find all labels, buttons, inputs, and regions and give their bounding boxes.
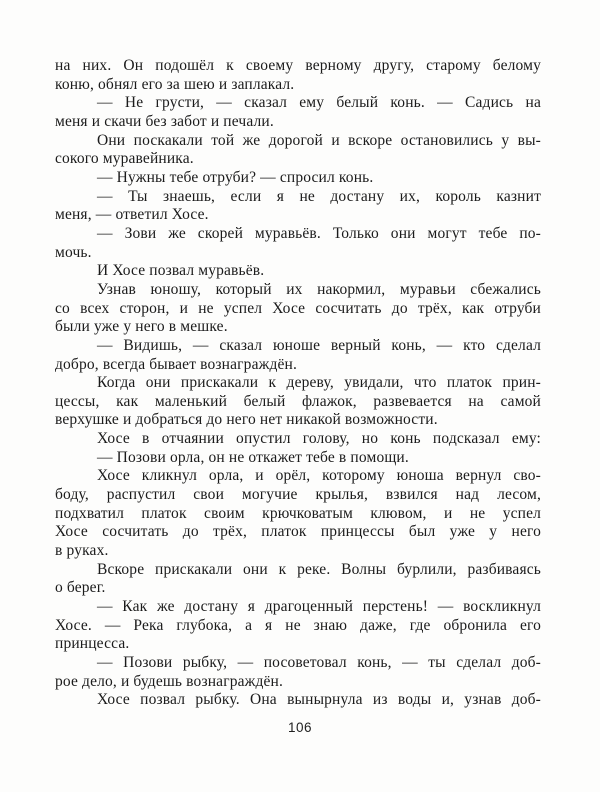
text-line: верхушке и добраться до него нет никакой возможности. bbox=[55, 411, 438, 429]
text-line: — Не грусти, — сказал ему белый конь. — Садись на bbox=[97, 94, 541, 112]
text-line: рое дело, и будешь вознаграждён. bbox=[55, 672, 284, 690]
text-line: Хосе. — Река глубока, а я не знаю даже, где обронила его bbox=[55, 616, 541, 634]
text-line: — Позови орла, он не откажет тебе в помощи. bbox=[97, 448, 409, 466]
text-line: принцесса. bbox=[55, 635, 130, 653]
text-line: — Позови рыбку, — посоветовал конь, — ты сделал доб- bbox=[97, 654, 541, 671]
text-line: И Хосе позвал муравьёв. bbox=[97, 262, 265, 280]
text-line: коню, обнял его за шею и заплакал. bbox=[55, 75, 295, 93]
text-line: цессы, как маленький белый флажок, развевается на самой bbox=[55, 392, 541, 410]
text-line: — Зови же скорей муравьёв. Только они могут тебе по- bbox=[97, 224, 541, 242]
text-line: Хосе в отчаянии опустил голову, но конь подсказал ему: bbox=[97, 430, 541, 448]
text-line: сокого муравейника. bbox=[55, 150, 194, 168]
text-line: Хосе кликнул орла, и орёл, которому юноша вернул сво- bbox=[97, 467, 541, 485]
text-line: Вскоре прискакали они к реке. Волны бурлили, разбиваясь bbox=[97, 560, 541, 578]
text-line: Узнав юношу, который их накормил, муравьи сбежались bbox=[97, 280, 541, 298]
text-line: в руках. bbox=[55, 542, 109, 560]
text-line: добро, всегда бывает вознаграждён. bbox=[55, 355, 297, 373]
text-line: мочь. bbox=[55, 243, 92, 261]
text-line: Хосе сосчитать до трёх, платок принцессы был уже у него bbox=[55, 523, 541, 541]
page-text bbox=[55, 57, 541, 710]
text-line: со всех сторон, и не успел Хосе сосчитать до трёх, как отруби bbox=[55, 299, 541, 317]
page-number: 106 bbox=[287, 720, 313, 735]
text-line: подхватил платок своим крючковатым клювом, и не успел bbox=[55, 504, 541, 522]
text-line: боду, распустил свои могучие крылья, взвился над лесом, bbox=[55, 486, 541, 504]
text-line: на них. Он подошёл к своему верному другу, старому белому bbox=[55, 57, 541, 74]
text-line: — Ты знаешь, если я не достану их, король казнит bbox=[97, 187, 541, 205]
text-line: — Как же достану я драгоценный перстень! — воскликнул bbox=[97, 598, 541, 616]
text-line: меня и скачи без забот и печали. bbox=[55, 112, 274, 130]
text-line: меня, — ответил Хосе. bbox=[55, 206, 209, 224]
text-line: — Видишь, — сказал юноше верный конь, — кто сделал bbox=[97, 336, 541, 354]
text-line: о берег. bbox=[55, 579, 106, 597]
text-line: — Нужны тебе отруби? — спросил конь. bbox=[97, 168, 374, 186]
text-line: Хосе позвал рыбку. Она вынырнула из воды и, узнав доб- bbox=[97, 691, 541, 709]
text-line: были уже у него в мешке. bbox=[55, 318, 228, 336]
text-line: Они поскакали той же дорогой и вскоре остановились у вы- bbox=[97, 131, 541, 149]
text-line: Когда они прискакали к дереву, увидали, что платок прин- bbox=[97, 374, 541, 392]
